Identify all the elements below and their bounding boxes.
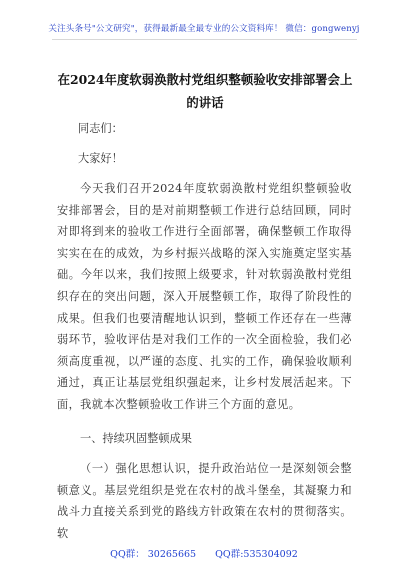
footer-qq-group-1: QQ群： 30265665: [110, 549, 197, 560]
header-divider: [52, 39, 357, 40]
salutation: 同志们：: [78, 122, 123, 135]
body-paragraph: 今天我们召开2024年度软弱涣散村党组织整顿验收安排部署会，目的是对前期整顿工作进行总结回顾，同时对即将到来的验收工作进行全面部署，确保整顿工作取得实实在在的成效，为乡村振兴战略的深入实施奠定坚实基础。今年以来，我们按照上级要求，针对软弱涣散村党组织存在的突出问题，深入开展整顿工作，取得了阶段性的成果。但我们也要清醒地认识到，整顿工作还存在一些薄弱环节，验收评估是对我们工作的一次全面检验，我们必须高度重视，以严谨的态度、扎实的工作，确保验收顺利通过，真正让基层党组织强起来，让乡村发展活起来。下面，我就本次整顿验收工作讲三个方面的意见。: [57, 182, 352, 411]
document-title: 在2024年度软弱涣散村党组织整顿验收安排部署会上的讲话: [57, 72, 353, 110]
section-heading: 一、持续巩固整顿成果: [80, 432, 192, 445]
greeting: 大家好！: [78, 152, 123, 165]
header-banner: 关注头条号"公文研究"，获得最新最全最专业的公文资料库！ 微信：gongwenyj: [48, 24, 360, 34]
body-paragraph: （一）强化思想认识，提升政治站位一是深刻领会整顿意义。基层党组织是党在农村的战斗堡垒，其凝聚力和战斗力直接关系到党的路线方针政策在农村的贯彻落实。软: [57, 462, 352, 540]
footer-contact: [0, 546, 408, 560]
footer-qq-group-2: QQ群:535304092: [215, 549, 298, 560]
